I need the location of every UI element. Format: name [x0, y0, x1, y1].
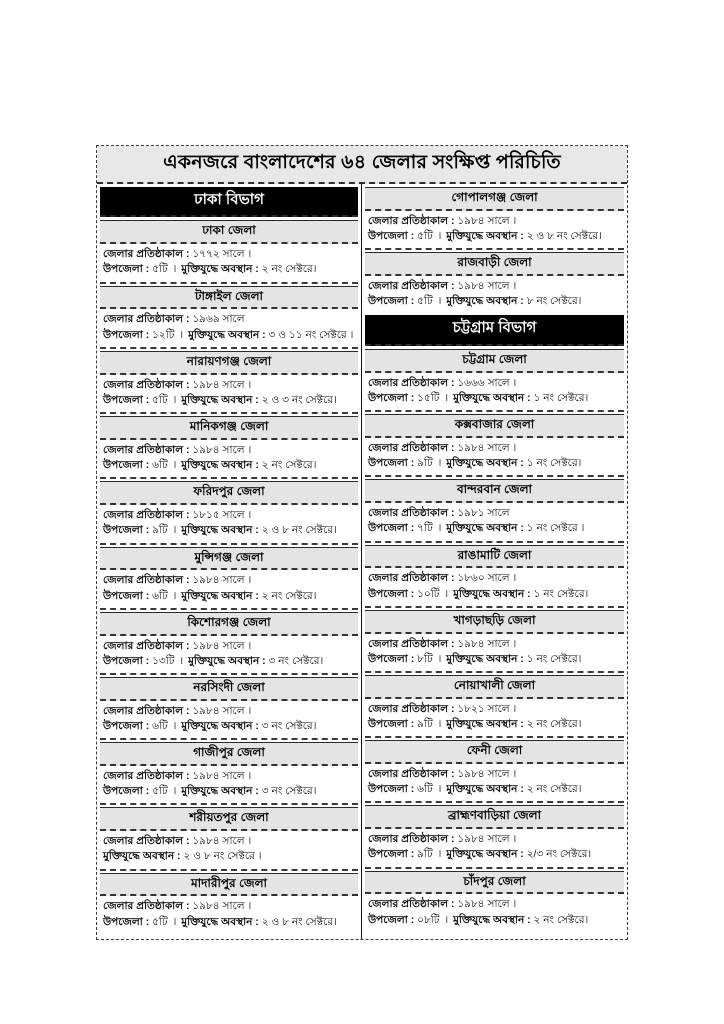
fact-established [103, 247, 355, 262]
district-block [100, 220, 358, 283]
district-facts [100, 309, 358, 348]
fact-separator: । [444, 913, 449, 926]
district-name: ফেনী জেলা [365, 740, 624, 764]
table-columns [97, 184, 627, 939]
fact-upazila-sector [103, 654, 355, 669]
fact-separator: । [437, 652, 442, 665]
upazila-label: উপজেলা : [103, 328, 150, 341]
established-label: জেলার প্রতিষ্ঠাকাল : [103, 639, 190, 652]
district-facts [365, 373, 624, 412]
established-value: ১৮২১ সালে । [454, 702, 517, 715]
fact-separator: । [437, 295, 442, 308]
fact-established [368, 702, 621, 717]
upazila-label: উপজেলা : [368, 295, 415, 308]
sector-label: মুক্তিযুদ্ধে অবস্থান : [178, 915, 259, 928]
fact-upazila-sector [103, 262, 355, 277]
fact-established [368, 506, 621, 521]
left-column [97, 184, 362, 939]
right-district-list-chattogram [365, 349, 624, 932]
established-label: জেলার প্রতিষ্ঠাকাল : [103, 574, 190, 587]
district-block [100, 677, 358, 740]
sector-value: ২ ও ৮ নং সেক্টরে। [523, 229, 602, 242]
upazila-value: ৫টি [414, 295, 436, 308]
sector-value: ১ নং সেক্টরে। [523, 457, 582, 470]
established-label: জেলার প্রতিষ্ঠাকাল : [368, 279, 455, 292]
fact-established [103, 834, 355, 849]
fact-upazila-sector [103, 849, 355, 864]
district-name: ঢাকা জেলা [100, 220, 358, 244]
upazila-label: উপজেলা : [368, 391, 415, 404]
upazila-label: উপজেলা : [368, 522, 415, 535]
sector-value: ১ নং সেক্টরে। [523, 652, 582, 665]
fact-upazila-sector [368, 456, 621, 471]
sector-label: মুক্তিযুদ্ধে অবস্থান : [178, 589, 259, 602]
fact-separator: । [437, 848, 442, 861]
fact-separator: । [172, 393, 177, 406]
sector-label: মুক্তিযুদ্ধে অবস্থান : [178, 720, 259, 732]
established-label: জেলার প্রতিষ্ঠাকাল : [368, 441, 455, 454]
fact-established [368, 571, 621, 586]
established-value: ১৯৮৪ সালে । [454, 768, 517, 781]
fact-upazila-sector [368, 521, 621, 536]
district-block [365, 675, 624, 738]
fact-upazila-sector [103, 458, 355, 473]
established-value: ১৯৮১ সালে [454, 507, 510, 520]
district-name: চট্টগ্রাম জেলা [365, 349, 624, 373]
fact-separator: । [172, 459, 177, 472]
fact-separator: । [172, 785, 177, 798]
established-label: জেলার প্রতিষ্ঠাকাল : [368, 376, 455, 389]
district-name: কিশোরগঞ্জ জেলা [100, 612, 358, 636]
fact-established [103, 378, 355, 393]
upazila-value: ৫টি [414, 229, 436, 242]
sector-value: ৮ নং সেক্টরে। [523, 295, 582, 308]
fact-established [103, 769, 355, 784]
upazila-label: উপজেলা : [368, 783, 415, 796]
established-value: ১৯৮৪ সালে । [454, 637, 517, 650]
district-facts [365, 894, 624, 931]
sector-value: ২ নং সেক্টরে। [258, 263, 317, 276]
fact-upazila-sector [103, 784, 355, 799]
sector-label: মুক্তিযুদ্ধে অবস্থান : [443, 457, 524, 470]
established-label: জেলার প্রতিষ্ঠাকাল : [103, 313, 190, 326]
fact-established [103, 508, 355, 523]
established-label: জেলার প্রতিষ্ঠাকাল : [103, 770, 190, 783]
right-column [362, 184, 627, 939]
district-facts [365, 699, 624, 738]
fact-separator: । [437, 718, 442, 730]
established-label: জেলার প্রতিষ্ঠাকাল : [368, 572, 455, 585]
fact-separator: । [444, 391, 449, 404]
sector-label: মুক্তিযুদ্ধে অবস্থান : [178, 785, 259, 798]
sector-label: মুক্তিযুদ্ধে অবস্থান : [178, 524, 259, 537]
district-name: চাঁদপুর জেলা [365, 871, 624, 895]
sector-value: ১ নং সেক্টরে । [523, 522, 585, 535]
fact-separator: । [179, 654, 184, 667]
upazila-value: ১০টি [414, 587, 443, 600]
district-facts [365, 438, 624, 477]
upazila-value: ৬টি [149, 720, 171, 732]
district-facts [100, 701, 358, 740]
sector-value: ২ নং সেক্টরে। [523, 718, 582, 730]
sector-label: মুক্তিযুদ্ধে অবস্থান : [450, 391, 531, 404]
fact-separator: । [179, 328, 184, 341]
district-block [100, 807, 358, 870]
sector-value: ৩ নং সেক্টরে। [258, 785, 317, 798]
district-block [365, 479, 624, 542]
sector-label: মুক্তিযুদ্ধে অবস্থান : [178, 459, 259, 472]
upazila-label: উপজেলা : [103, 589, 150, 602]
district-block [365, 610, 624, 673]
sector-label: মুক্তিযুদ্ধে অবস্থান : [443, 229, 524, 242]
fact-separator: । [437, 457, 442, 470]
district-block [365, 414, 624, 477]
established-label: জেলার প্রতিষ্ঠাকাল : [103, 704, 190, 717]
upazila-label: উপজেলা : [368, 457, 415, 470]
fact-established [368, 832, 621, 847]
district-block [100, 481, 358, 544]
upazila-value: ৫টি [149, 915, 171, 928]
district-facts [365, 634, 624, 673]
district-facts [100, 505, 358, 544]
district-block [365, 805, 624, 868]
sector-label: মুক্তিযুদ্ধে অবস্থান : [443, 652, 524, 665]
established-label: জেলার প্রতিষ্ঠাকাল : [103, 900, 190, 913]
fact-upazila-sector [103, 523, 355, 538]
district-facts [365, 829, 624, 868]
established-value: ১৯৮৪ সালে । [454, 441, 517, 454]
established-label: জেলার প্রতিষ্ঠাকাল : [368, 833, 455, 846]
fact-established [368, 214, 621, 229]
upazila-value: ৫টি [149, 785, 171, 798]
sector-value: ২/৩ নং সেক্টরে। [523, 848, 592, 861]
sector-label: মুক্তিযুদ্ধে অবস্থান : [443, 848, 524, 861]
upazila-value: ৬টি [149, 589, 171, 602]
upazila-value: ৯টি [414, 718, 436, 730]
district-facts [100, 570, 358, 609]
sector-value: ২ ও ৮ নং সেক্টরে । [180, 850, 262, 863]
district-facts [365, 568, 624, 607]
fact-separator: । [172, 720, 177, 732]
established-value: ১৯৮৪ সালে । [454, 833, 517, 846]
fact-upazila-sector [368, 913, 621, 928]
district-facts [100, 636, 358, 675]
district-block [100, 742, 358, 805]
upazila-label: উপজেলা : [103, 393, 150, 406]
upazila-value: ৮টি [414, 652, 436, 665]
fact-established [103, 443, 355, 458]
district-facts [100, 896, 358, 933]
left-district-list [100, 220, 358, 934]
sector-value: ২ ও ৩ নং সেক্টরে। [258, 393, 337, 406]
district-name: টাঙ্গাইল জেলা [100, 286, 358, 310]
fact-established [368, 897, 621, 912]
upazila-label: উপজেলা : [103, 459, 150, 472]
fact-upazila-sector [368, 391, 621, 406]
fact-upazila-sector [368, 587, 621, 602]
fact-upazila-sector [103, 719, 355, 734]
upazila-label: উপজেলা : [368, 718, 415, 730]
district-name: খাগড়াছড়ি জেলা [365, 610, 624, 634]
district-name: রাঙামাটি জেলা [365, 545, 624, 569]
district-facts [100, 375, 358, 414]
district-block [100, 286, 358, 349]
established-label: জেলার প্রতিষ্ঠাকাল : [368, 768, 455, 781]
district-name: কক্সবাজার জেলা [365, 414, 624, 438]
fact-established [368, 441, 621, 456]
fact-separator: । [444, 587, 449, 600]
sector-label: মুক্তিযুদ্ধে অবস্থান : [178, 393, 259, 406]
fact-upazila-sector [368, 229, 621, 244]
fact-upazila-sector [368, 294, 621, 309]
sector-value: ১ নং সেক্টরে। [530, 587, 589, 600]
fact-established [103, 639, 355, 654]
district-block [365, 740, 624, 803]
fact-separator: । [172, 263, 177, 276]
district-facts [100, 440, 358, 479]
sector-value: ২ নং সেক্টরে। [523, 783, 582, 796]
fact-upazila-sector [368, 782, 621, 797]
district-block [365, 187, 624, 250]
established-label: জেলার প্রতিষ্ঠাকাল : [368, 702, 455, 715]
established-value: ১৯৮৪ সালে । [454, 214, 517, 227]
established-label: জেলার প্রতিষ্ঠাকাল : [103, 378, 190, 391]
district-name: ফরিদপুর জেলা [100, 481, 358, 505]
sector-value: ২ নং সেক্টরে। [258, 459, 317, 472]
district-block [100, 873, 358, 934]
upazila-label: উপজেলা : [103, 915, 150, 928]
district-facts [365, 211, 624, 250]
fact-established [368, 767, 621, 782]
district-name: নরসিংদী জেলা [100, 677, 358, 701]
district-name: মানিকগঞ্জ জেলা [100, 416, 358, 440]
fact-separator: । [172, 524, 177, 537]
sector-label: মুক্তিযুদ্ধে অবস্থান : [185, 654, 266, 667]
upazila-value: ১২টি [149, 328, 178, 341]
fact-established [103, 573, 355, 588]
district-facts [365, 503, 624, 542]
sector-label: মুক্তিযুদ্ধে অবস্থান : [443, 783, 524, 796]
upazila-label: উপজেলা : [103, 263, 150, 276]
sector-label: মুক্তিযুদ্ধে অবস্থান : [443, 295, 524, 308]
district-name: ব্রাহ্মণবাড়িয়া জেলা [365, 805, 624, 829]
district-block [100, 351, 358, 414]
established-value: ১৯৮৪ সালে । [189, 574, 252, 587]
fact-upazila-sector [103, 328, 355, 343]
established-label: জেলার প্রতিষ্ঠাকাল : [103, 835, 190, 848]
division-header-chattogram: চট্টগ্রাম বিভাগ [365, 315, 624, 346]
district-name: নারায়ণগঞ্জ জেলা [100, 351, 358, 375]
sector-label: মুক্তিযুদ্ধে অবস্থান : [450, 913, 531, 926]
upazila-value: ৯টি [149, 524, 171, 537]
district-block [365, 545, 624, 608]
sector-label: মুক্তিযুদ্ধে অবস্থান : [443, 718, 524, 730]
fact-upazila-sector [368, 847, 621, 862]
established-value: ১৯৮৪ সালে । [189, 900, 252, 913]
sector-label: মুক্তিযুদ্ধে অবস্থান : [103, 850, 181, 863]
district-name: গোপালগঞ্জ জেলা [365, 187, 624, 211]
district-name: রাজবাড়ী জেলা [365, 252, 624, 276]
sector-value: ৩ ও ১১ নং সেক্টরে । [265, 328, 354, 341]
established-value: ১৮১৫ সালে । [189, 509, 252, 522]
fact-upazila-sector [103, 393, 355, 408]
district-block [100, 547, 358, 610]
sector-value: ২ ও ৮ নং সেক্টরে। [258, 915, 337, 928]
established-label: জেলার প্রতিষ্ঠাকাল : [103, 248, 190, 261]
upazila-value: ৬টি [149, 459, 171, 472]
right-district-list-dhaka [365, 187, 624, 313]
fact-established [368, 279, 621, 294]
sector-label: মুক্তিযুদ্ধে অবস্থান : [450, 587, 531, 600]
sector-label: মুক্তিযুদ্ধে অবস্থান : [443, 522, 524, 535]
fact-established [368, 637, 621, 652]
district-block [365, 871, 624, 932]
fact-separator: । [437, 783, 442, 796]
upazila-value: ৫টি [149, 263, 171, 276]
fact-established [103, 704, 355, 719]
established-value: ১৭৭২ সালে । [189, 248, 252, 261]
district-name: বান্দরবান জেলা [365, 479, 624, 503]
sector-value: ৩ নং সেক্টরে। [265, 654, 324, 667]
upazila-label: উপজেলা : [103, 524, 150, 537]
sector-label: মুক্তিযুদ্ধে অবস্থান : [185, 328, 266, 341]
sector-value: ২ নং সেক্টরে। [258, 589, 317, 602]
fact-separator: । [172, 589, 177, 602]
fact-separator: । [437, 522, 442, 535]
established-label: জেলার প্রতিষ্ঠাকাল : [103, 509, 190, 522]
sector-label: মুক্তিযুদ্ধে অবস্থান : [178, 263, 259, 276]
upazila-label: উপজেলা : [368, 652, 415, 665]
division-header-dhaka: ঢাকা বিভাগ [100, 187, 358, 218]
districts-table [96, 145, 628, 940]
upazila-value: ১৩টি [149, 654, 178, 667]
district-block [100, 612, 358, 675]
district-facts [100, 831, 358, 870]
fact-upazila-sector [103, 589, 355, 604]
fact-upazila-sector [368, 717, 621, 732]
district-facts [100, 244, 358, 283]
sector-value: ৩ নং সেক্টরে। [258, 720, 317, 732]
district-name: মাদারীপুর জেলা [100, 873, 358, 897]
upazila-label: উপজেলা : [103, 785, 150, 798]
upazila-value: ৭টি [414, 522, 436, 535]
upazila-label: উপজেলা : [103, 720, 150, 732]
fact-upazila-sector [368, 652, 621, 667]
upazila-label: উপজেলা : [368, 587, 415, 600]
upazila-label: উপজেলা : [368, 848, 415, 861]
established-value: ১৯৬৯ সালে [189, 313, 245, 326]
established-value: ১৯৮৪ সালে । [189, 443, 252, 456]
established-value: ১৯৮৪ সালে । [189, 639, 252, 652]
established-label: জেলার প্রতিষ্ঠাকাল : [368, 507, 455, 520]
established-label: জেলার প্রতিষ্ঠাকাল : [368, 637, 455, 650]
district-facts [365, 764, 624, 803]
upazila-value: ৬টি [414, 783, 436, 796]
district-block [365, 349, 624, 412]
upazila-value: ০৮টি [414, 913, 443, 926]
established-label: জেলার প্রতিষ্ঠাকাল : [368, 214, 455, 227]
sector-value: ১ নং সেক্টরে। [530, 391, 589, 404]
upazila-value: ৫টি [149, 393, 171, 406]
established-value: ১৯৮৪ সালে । [454, 898, 517, 911]
page-title: একনজরে বাংলাদেশের ৬৪ জেলার সংক্ষিপ্ত পরিচিতি [97, 146, 627, 184]
established-value: ১৯৮৪ সালে । [189, 704, 252, 717]
established-value: ১৮৬০ সালে । [454, 572, 517, 585]
established-value: ১৯৮৪ সালে । [454, 279, 517, 292]
upazila-value: ১৫টি [414, 391, 443, 404]
established-value: ১৯৮৪ সালে । [189, 770, 252, 783]
fact-established [103, 312, 355, 327]
district-name: গাজীপুর জেলা [100, 742, 358, 766]
district-name: মুন্সিগঞ্জ জেলা [100, 547, 358, 571]
district-name: নোয়াখালী জেলা [365, 675, 624, 699]
district-facts [100, 766, 358, 805]
sector-value: ২ ও ৮ নং সেক্টরে। [258, 524, 337, 537]
fact-separator: । [437, 229, 442, 242]
upazila-label: উপজেলা : [368, 913, 415, 926]
sector-value: ২ নং সেক্টরে। [530, 913, 589, 926]
upazila-label: উপজেলা : [103, 654, 150, 667]
fact-established [368, 376, 621, 391]
upazila-value: ৯টি [414, 848, 436, 861]
established-value: ১৬৬৬ সালে । [454, 376, 517, 389]
upazila-value: ৯টি [414, 457, 436, 470]
district-block [365, 252, 624, 313]
established-label: জেলার প্রতিষ্ঠাকাল : [103, 443, 190, 456]
district-block [100, 416, 358, 479]
upazila-label: উপজেলা : [368, 229, 415, 242]
fact-upazila-sector [103, 915, 355, 930]
fact-separator: । [172, 915, 177, 928]
fact-established [103, 899, 355, 914]
established-value: ১৯৮৪ সালে । [189, 835, 252, 848]
district-facts [365, 276, 624, 313]
established-value: ১৯৮৪ সালে । [189, 378, 252, 391]
district-name: শরীয়তপুর জেলা [100, 807, 358, 831]
established-label: জেলার প্রতিষ্ঠাকাল : [368, 898, 455, 911]
